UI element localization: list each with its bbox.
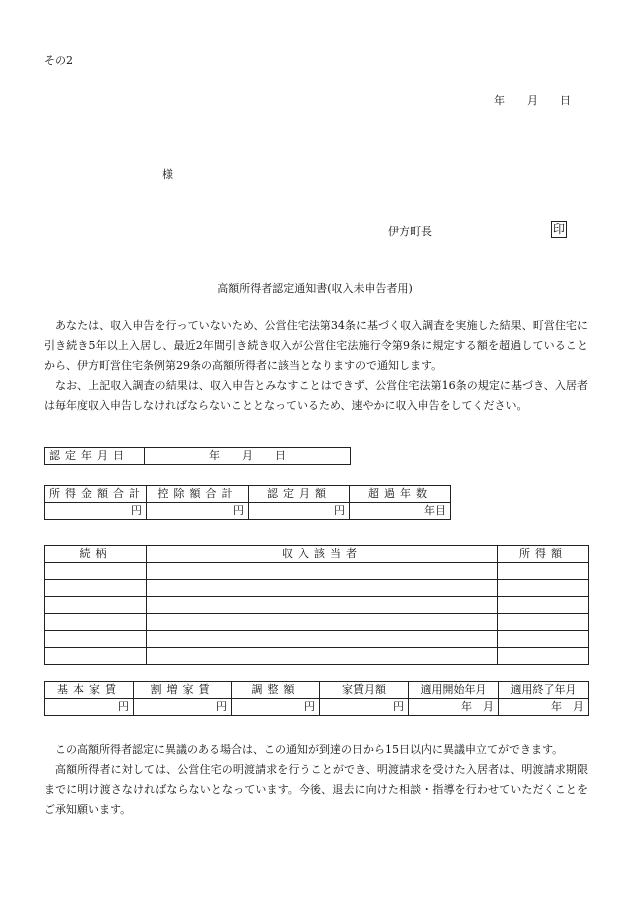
issue-date: 年 月 日 bbox=[494, 94, 571, 107]
footer-paragraph: 高額所得者に対しては、公営住宅の明渡請求を行うことができ、明渡請求を受けた入居者は、明渡請求期限までに明け渡さなければならないとなっています。今後、退去に向けた相談・指導を行わせていただくことをご承知願います。 bbox=[44, 763, 588, 816]
income-header: 控除額合計 bbox=[147, 486, 249, 503]
relation-cell[interactable] bbox=[45, 580, 147, 597]
rent-header: 適用開始年月 bbox=[409, 682, 499, 699]
income-header: 所得金額合計 bbox=[45, 486, 147, 503]
recognition-date-table bbox=[44, 447, 351, 465]
income-cell[interactable]: 円 bbox=[249, 503, 350, 520]
rent-header: 調整額 bbox=[232, 682, 320, 699]
relation-cell[interactable] bbox=[45, 597, 147, 614]
document-title: 高額所得者認定通知書(収入未申告者用) bbox=[217, 282, 413, 295]
issuer-name: 伊方町長 bbox=[388, 225, 432, 238]
name-cell[interactable] bbox=[147, 597, 498, 614]
table-row bbox=[45, 631, 589, 648]
body-paragraph: なお、上記収入調査の結果は、収入申告とみなすことはできず、公営住宅法第16条の規定に基づき、入居者は毎年度収入申告しなければならないこととなっているため、速やかに収入申告をしてください。 bbox=[44, 379, 588, 412]
rent-cell[interactable]: 円 bbox=[232, 699, 320, 716]
household-table bbox=[44, 545, 589, 665]
income-cell[interactable]: 円 bbox=[45, 503, 147, 520]
table-row bbox=[45, 580, 589, 597]
rent-header: 適用終了年月 bbox=[499, 682, 589, 699]
income-cell[interactable]: 円 bbox=[147, 503, 249, 520]
rent-header: 割増家賃 bbox=[134, 682, 232, 699]
table-row bbox=[45, 614, 589, 631]
body-paragraph: あなたは、収入申告を行っていないため、公営住宅法第34条に基づく収入調査を実施した結果、町営住宅に引き続き5年以上入居し、最近2年間引き続き収入が公営住宅法施行令第9条に規定する額を超過していることから、伊方町営住宅条例第29条の高額所得者に該当となりますので通知します。 bbox=[44, 319, 588, 372]
footer-paragraph: この高額所得者認定に異議のある場合は、この通知が到達の日から15日以内に異議申立てができます。 bbox=[55, 743, 564, 756]
household-header: 続柄 bbox=[45, 546, 147, 563]
income-header: 認定月額 bbox=[249, 486, 350, 503]
rent-header: 基本家賃 bbox=[45, 682, 134, 699]
rent-cell[interactable]: 円 bbox=[45, 699, 134, 716]
table-row bbox=[45, 563, 589, 580]
name-cell[interactable] bbox=[147, 563, 498, 580]
income-header: 超過年数 bbox=[350, 486, 451, 503]
rent-cell[interactable]: 年 月 bbox=[409, 699, 499, 716]
household-header: 収入該当者 bbox=[147, 546, 498, 563]
income-table bbox=[44, 485, 451, 520]
relation-cell[interactable] bbox=[45, 614, 147, 631]
table-row bbox=[45, 648, 589, 665]
income-amount-cell[interactable] bbox=[498, 631, 589, 648]
relation-cell[interactable] bbox=[45, 563, 147, 580]
income-amount-cell[interactable] bbox=[498, 597, 589, 614]
rent-header: 家賃月額 bbox=[320, 682, 409, 699]
name-cell[interactable] bbox=[147, 648, 498, 665]
income-amount-cell[interactable] bbox=[498, 614, 589, 631]
rent-cell[interactable]: 円 bbox=[320, 699, 409, 716]
income-amount-cell[interactable] bbox=[498, 580, 589, 597]
recognition-date-field[interactable]: 年 月 日 bbox=[145, 448, 351, 465]
name-cell[interactable] bbox=[147, 580, 498, 597]
household-header: 所得額 bbox=[498, 546, 589, 563]
rent-cell[interactable]: 年 月 bbox=[499, 699, 589, 716]
recognition-date-label: 認定年月日 bbox=[45, 448, 145, 465]
rent-cell[interactable]: 円 bbox=[134, 699, 232, 716]
form-number: その2 bbox=[44, 54, 73, 67]
income-amount-cell[interactable] bbox=[498, 648, 589, 665]
seal-mark: 印 bbox=[553, 222, 566, 236]
income-amount-cell[interactable] bbox=[498, 563, 589, 580]
name-cell[interactable] bbox=[147, 614, 498, 631]
income-cell[interactable]: 年目 bbox=[350, 503, 451, 520]
name-cell[interactable] bbox=[147, 631, 498, 648]
body-text bbox=[44, 316, 588, 416]
recipient-suffix: 様 bbox=[162, 168, 173, 181]
footer-text bbox=[44, 740, 588, 820]
table-row bbox=[45, 597, 589, 614]
relation-cell[interactable] bbox=[45, 648, 147, 665]
relation-cell[interactable] bbox=[45, 631, 147, 648]
rent-table bbox=[44, 681, 589, 716]
